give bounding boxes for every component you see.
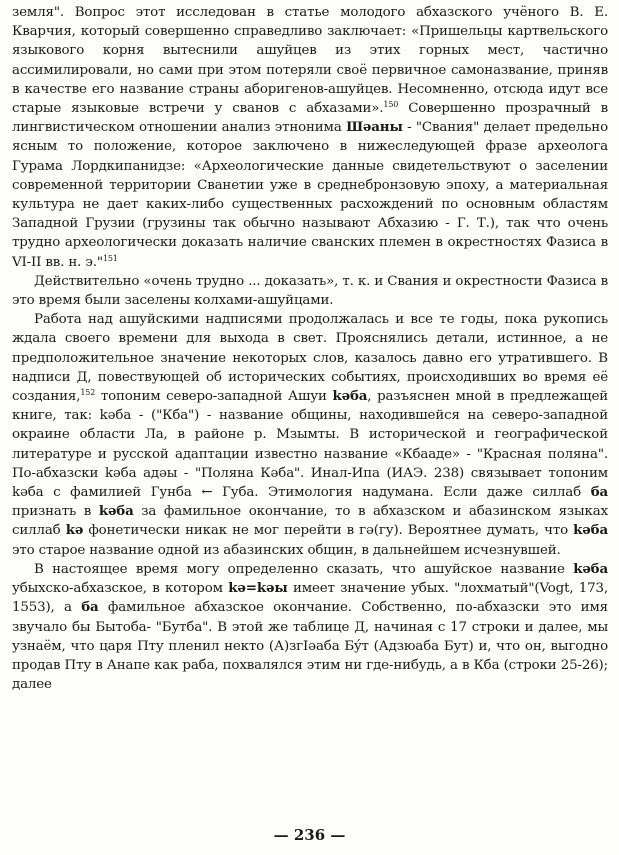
- text-run: земля". Вопрос этот исследован в статье молодого абхазского учёного В. Е. Кварчия, который совершенно справедливо заключает: «Пришельцы картвельского языкового корня вытеснили ашуйцев из этих горных мест, частично ассимилировали, но сами при этом потеряли своё первичное самоназвание, приняв в качестве его название страны аборигенов-ашуйцев. Несомненно, отсюда идут все старые языковые встречи у сванов с абхазами».: [12, 5, 608, 117]
- bold-term: ба: [590, 484, 608, 501]
- paragraph: [12, 3, 608, 272]
- bold-term: kəба: [573, 522, 608, 539]
- text-run: топоним северо-западной Ашуи: [95, 389, 333, 405]
- text-run: фонетически никак не мог перейти в гə(гу). Вероятнее думать, что: [83, 523, 574, 539]
- text-run: Действительно «очень трудно ... доказать», т. к. и Свания и окрестности Фазиса в это время были заселены колхами-ашуйцами.: [12, 273, 608, 309]
- text-run: за фамильное окончание, то в абхазском и абазинском языках силлаб: [12, 504, 608, 539]
- paragraph: [12, 272, 608, 310]
- bold-term: kə: [65, 522, 84, 539]
- bold-term: kəба: [573, 560, 608, 577]
- text-run: , разъяснен мной в предлежащей книге, так: kəба - ("Кба") - название общины, находившейся на северо-западной окраине области Ла, в районе р. Мзымты. В исторической и географической литературе и русской адаптации известно название «Кбааде» - "Красная поляна". По-абхазски kəба адəы - "Поляна Кəба". Инал-Ипа (ИАЭ. 238) связывает топоним kəба с фамилией Гунба ← Губа. Этимология надумана. Если даже силлаб: [12, 389, 609, 501]
- text-run: убыхско-абхазское, в котором: [12, 581, 229, 597]
- footnote-ref: 151: [102, 253, 118, 263]
- text-run: Совершенно прозрачный в лингвистическом отношении анализ этнонима: [12, 101, 608, 136]
- text-run: - "Свания" делает предельно ясным то положение, которое заключено в нижеследующей фразе археолога Гурама Лордкипанидзе: «Археологические данные свидетельствуют о заселении современной территории Сванетии уже в среднебронзовую эпоху, а материальная культура не дает каких-либо существенных расхождений по основным областям Западной Грузии (грузины так обычно называют Абхазию - Г. Т.), так что очень трудно археологически доказать наличие сванских племен в окрестностях Фазиса в VI-II вв. н. э.": [12, 120, 608, 270]
- text-run: В настоящее время могу определенно сказать, что ашуйское название: [34, 561, 574, 577]
- page-number: — 236 —: [273, 826, 346, 844]
- bold-term: kəба: [332, 388, 368, 405]
- text-run: это старое название одной из абазинских общин, в дальнейшем исчезнувшей.: [12, 542, 561, 558]
- paragraph: [12, 560, 608, 694]
- bold-term: ба: [81, 599, 99, 616]
- bold-term: Шəаны: [346, 119, 403, 136]
- bold-term: kəба: [98, 503, 134, 520]
- footnote-ref: 152: [80, 388, 96, 398]
- text-run: Работа над ашуйскими надписями продолжалась и все те годы, пока рукопись ждала своего времени для выхода в свет. Прояснялись детали, истинное, а не предположительное значение некоторых слов, казалось давно его утратившего. В надписи Д, повествующей об исторических событиях, происходивших во время её создания,: [12, 312, 608, 405]
- text-run: имеет значение убых. "лохматый"(Vogt, 173, 1553), а: [12, 581, 608, 616]
- body-text: [12, 3, 608, 694]
- text-run: признать в: [12, 504, 99, 520]
- text-run: фамильное абхазское окончание. Собственно, по-абхазски это имя звучало бы Бытоба- "Бутба". В этой же таблице Д, начиная с 17 строки и далее, мы узнаём, что царя Пту пленил некто (А)згIəаба Бýт (Адзюаба Бут) и, что он, выгодно продав Пту в Анапе как раба, похвалялся этим ни где-нибудь, а в Кба (строки 25-26); далее: [12, 600, 608, 693]
- bold-term: kə=kəы: [228, 580, 288, 597]
- footnote-ref: 150: [383, 100, 399, 110]
- paragraph: [12, 310, 608, 560]
